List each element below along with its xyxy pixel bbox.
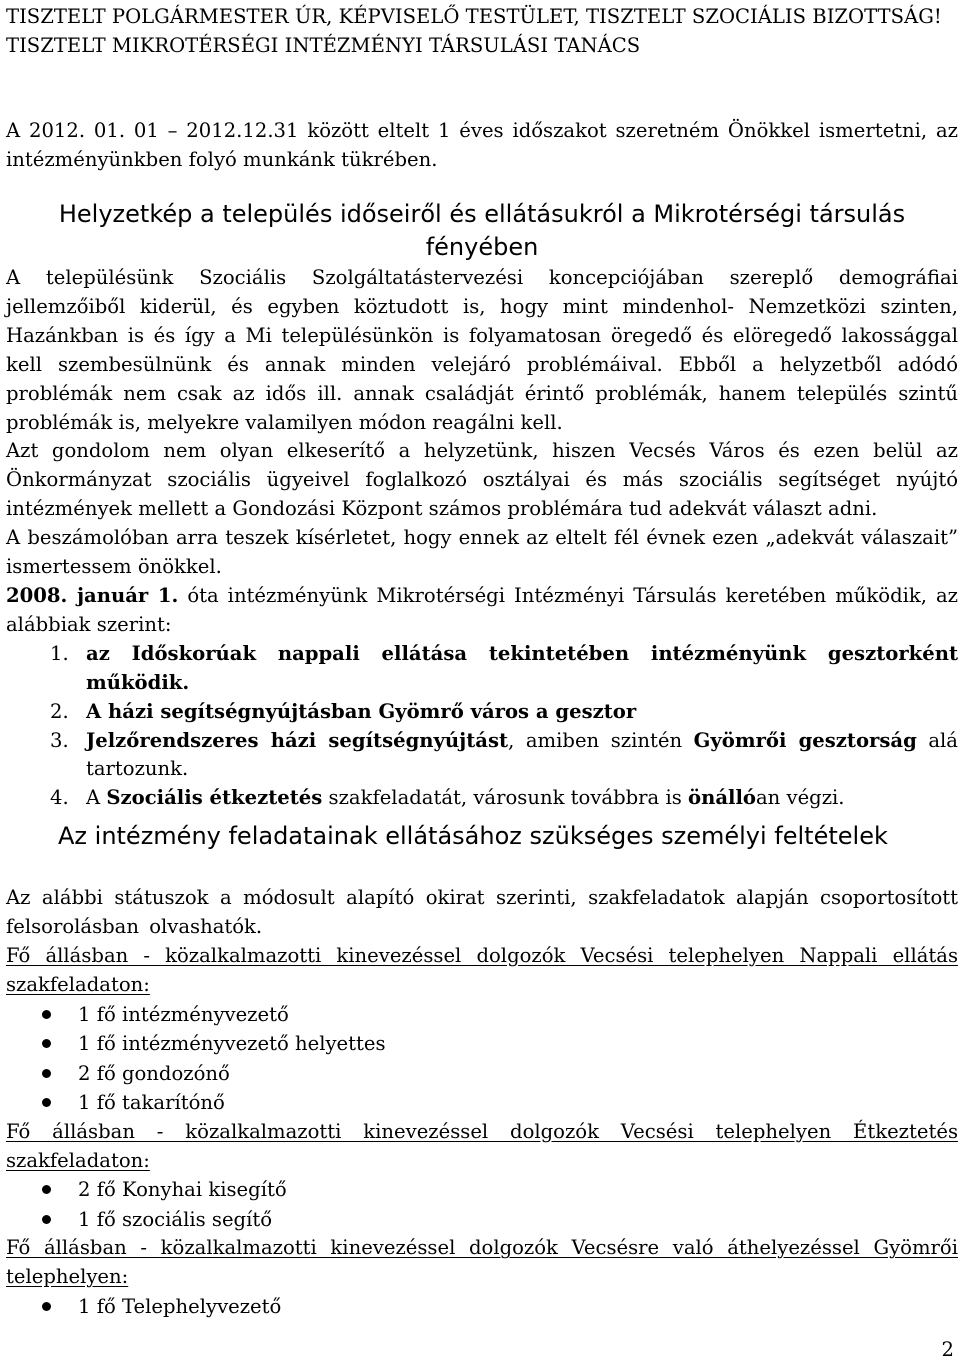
section-1-title: Helyzetkép a település időseiről és ellátásukról a Mikrotérségi társulás fényében (58, 200, 906, 261)
date-bold: 2008. január 1. (6, 583, 179, 607)
salutation (6, 3, 958, 61)
section-2-body (6, 884, 958, 1322)
paragraph-report: A beszámolóban arra teszek kísérletet, hogy ennek az eltelt fél évnek ezen „adekvát válaszait” ismertessem önökkel. (6, 526, 958, 579)
staff-list (6, 1292, 958, 1322)
list-item: 2 fő gondozónő (6, 1059, 958, 1089)
list-item: 1 fő intézményvezető (6, 1000, 958, 1030)
intro-paragraph: A 2012. 01. 01 – 2012.12.31 között eltelt 1 éves időszakot szeretném Önökkel ismertetni, az intézményünkben folyó munkánk tükrében. (6, 119, 958, 171)
staff-group-title: Fő állásban - közalkalmazotti kinevezéssel dolgozók Vecsési telephelyen Étkeztetés szakfeladaton: (6, 1119, 958, 1172)
list-item: 1 fő szociális segítő (6, 1205, 958, 1235)
paragraph-situation: Azt gondolom nem olyan elkeserítő a helyzetünk, hiszen Vecsés Város és ezen belül az Önkormányzat szociális ügyeivel foglalkozó osztályai és más szociális segítséget nyújtó intézmények mellett a Gondozási Központ számos problémára tud adekvát választ adni. (6, 439, 958, 521)
association-list (6, 640, 958, 813)
list-item: 2. A házi segítségnyújtásban Gyömrő város a gesztor (50, 699, 637, 723)
staff-list (6, 1175, 958, 1234)
section-2-title: Az intézmény feladatainak ellátásához szükséges személyi feltételek (58, 822, 888, 850)
section-1-body (6, 264, 958, 813)
salutation-line-1: TISZTELT POLGÁRMESTER ÚR, KÉPVISELŐ TESTÜLET, TISZTELT SZOCIÁLIS BIZOTTSÁG! (6, 5, 942, 28)
list-item: 1 fő Telephelyvezető (6, 1292, 958, 1322)
list-item: 3. Jelzőrendszeres házi segítségnyújtást, amiben szintén Gyömrői gesztorság alá tartozunk. (50, 728, 958, 781)
page-number: 2 (941, 1338, 954, 1361)
list-item: 4. A Szociális étkeztetés szakfeladatát, városunk továbbra is önállóan végzi. (50, 786, 845, 810)
list-item: 1. az Időskorúak nappali ellátása tekintetében intézményünk gesztorként működik. (50, 641, 958, 694)
staff-list (6, 1000, 958, 1118)
paragraph-demographics: A településünk Szociális Szolgáltatástervezési koncepciójában szereplő demográfiai jellemzőiből kiderül, és egyben köztudott is, hogy mint mindenhol- Nemzetközi szinten, Hazánkban is és így a Mi településünkön is folyamatosan öregedő és elöregedő lakossággal kell szembesülnünk és annak minden velejáró problémáival. Ebből a helyzetből adódó problémák nem csak az idős ill. annak családját érintő problémák, hanem település szintű problémák is, melyekre valamilyen módon reagálni kell. (6, 266, 958, 434)
paragraph-association: 2008. január 1. óta intézményünk Mikrotérségi Intézményi Társulás keretében működik, az alábbiak szerint: (6, 583, 958, 636)
staff-group-title: Fő állásban - közalkalmazotti kinevezéssel dolgozók Vecsési telephelyen Nappali ellátás szakfeladaton: (6, 943, 958, 996)
salutation-line-2: TISZTELT MIKROTÉRSÉGI INTÉZMÉNYI TÁRSULÁSI TANÁCS (6, 33, 641, 57)
staff-intro: Az alábbi státuszok a módosult alapító okirat szerinti, szakfeladatok alapján csoportosított felsorolásban olvashatók. (6, 886, 958, 938)
list-item: 1 fő intézményvezető helyettes (6, 1029, 958, 1059)
list-item: 2 fő Konyhai kisegítő (6, 1175, 958, 1205)
staff-group-title: Fő állásban - közalkalmazotti kinevezéssel dolgozók Vecsésre való áthelyezéssel Gyömrői telephelyen: (6, 1236, 958, 1289)
list-item: 1 fő takarítónő (6, 1088, 958, 1118)
